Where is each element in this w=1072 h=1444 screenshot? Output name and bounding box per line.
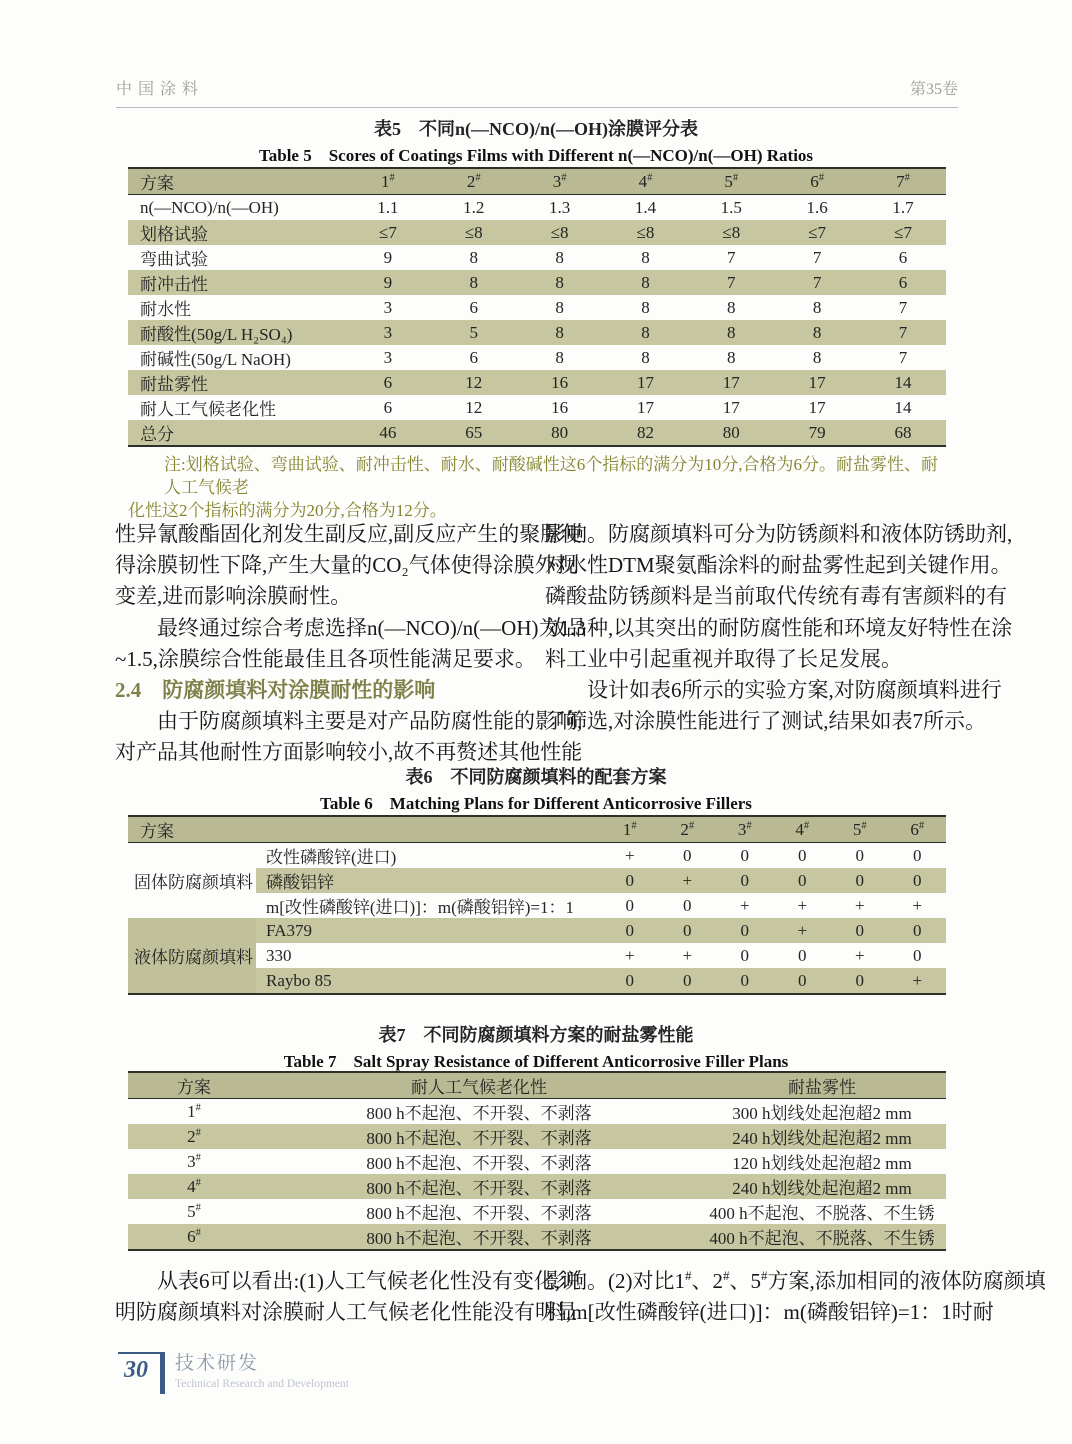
text-line: 变差,进而影响涂膜耐性。: [115, 584, 352, 609]
table6-value: +: [739, 895, 750, 915]
table6-value: 0: [855, 845, 864, 865]
table5-title-cn: 表5 不同n(—NCO)/n(—OH)涂膜评分表: [374, 119, 698, 139]
table5-value: 12: [465, 372, 483, 392]
table5-value: 1.4: [634, 197, 657, 217]
table7-title-cn: 表7 不同防腐颜填料方案的耐盐雾性能: [378, 1025, 694, 1045]
table6-value: 0: [774, 968, 832, 994]
table5-col-header: 4#: [638, 171, 653, 191]
table5-value: 1.3: [548, 197, 571, 217]
footer-section-en: Technical Research and Development: [175, 1378, 349, 1390]
table5-value: 8: [555, 247, 564, 267]
table5-value: 7: [812, 247, 822, 267]
table-row: [128, 245, 946, 270]
table5-row-label: 弯曲试验: [140, 250, 208, 269]
table5-value: 6: [898, 247, 908, 267]
text-line: 得涂膜韧性下降,产生大量的CO₂气体使得涂膜外观: [115, 553, 577, 578]
page-number-box: [118, 1352, 160, 1384]
text-line: 由于防腐颜填料主要是对产品防腐性能的影响,: [157, 709, 583, 734]
table7-plan: 2#: [187, 1126, 201, 1146]
table7-col-header: 耐人工气候老化性: [411, 1078, 547, 1097]
table5-title-en: Table 5 Scores of Coatings Films with Different n(—NCO)/n(—OH) Ratios: [258, 146, 814, 165]
table6-value: 0: [716, 868, 774, 893]
table5-value: 1.2: [463, 197, 485, 217]
table7-title-en: Table 7 Salt Spray Resistance of Different Anticorrosive Filler Plans: [283, 1052, 789, 1071]
table5-value: 17: [722, 397, 740, 417]
table7-plan: 5#: [187, 1201, 201, 1221]
table6-value: +: [854, 895, 865, 915]
table7-aging-result: 800 h不起泡、不开裂、不剥落: [366, 1129, 592, 1148]
table5-value: ≤8: [636, 222, 655, 242]
table7-caption: [0, 1026, 1072, 1070]
table7-col-header: 方案: [177, 1078, 211, 1097]
table6-value: 0: [798, 945, 807, 965]
table5-header-row: [128, 168, 946, 195]
table5-value: ≤7: [894, 222, 912, 242]
table6-value: 0: [683, 895, 692, 915]
footer-section-labels: [165, 1352, 349, 1391]
table5-value: ≤8: [464, 222, 483, 242]
table7-salt-spray: [128, 1071, 946, 1251]
table6-value: +: [624, 845, 635, 865]
table5-value: ≤8: [550, 222, 569, 242]
table7-aging-result: 800 h不起泡、不开裂、不剥落: [366, 1229, 592, 1248]
table6-filler-label: 330: [266, 945, 292, 965]
table6-value: +: [774, 918, 832, 943]
journal-name: 中国涂料: [116, 81, 205, 98]
table5-value: 1.1: [377, 197, 399, 217]
table5-row-label: 总分: [140, 425, 174, 444]
table6-group-label: 液体防腐颜填料: [128, 918, 256, 994]
table5-value: 8: [727, 322, 736, 342]
table5-row-label: n(—NCO)/n(—OH): [140, 197, 279, 217]
table5-caption: [0, 120, 1072, 164]
table5-value: 8: [812, 297, 822, 317]
table5-value: 6: [469, 297, 479, 317]
text-line: 磷酸盐防锈颜料是当前取代传统有毒有害颜料的有: [545, 584, 1007, 609]
table6-title-en: Table 6 Matching Plans for Different Anticorrosive Fillers: [320, 794, 752, 813]
table5-col-header: 6#: [810, 171, 825, 191]
table6-value: 0: [831, 868, 889, 893]
table7-aging-result: 800 h不起泡、不开裂、不剥落: [366, 1204, 592, 1223]
table7-salt-result: 400 h不起泡、不脱落、不生锈: [709, 1229, 935, 1248]
table6-col-header: 5#: [852, 819, 867, 839]
table5-row-label: 耐人工气候老化性: [140, 400, 276, 419]
table6-value: 0: [740, 945, 749, 965]
text-line: 从表6可以看出:(1)人工气候老化性没有变化,说: [157, 1269, 582, 1293]
table5-value: 9: [383, 272, 393, 292]
table-row: [128, 345, 946, 370]
page-footer: [118, 1352, 349, 1394]
text-line: 了筛选,对涂膜性能进行了测试,结果如表7所示。: [545, 709, 986, 734]
body-column-left: [115, 1266, 582, 1328]
text-line: 效品种,以其突出的耐防腐性能和环境友好特性在涂: [545, 615, 1013, 640]
table7-salt-result: 300 h划线处起泡超2 mm: [732, 1104, 912, 1123]
table6-filler-label: Raybo 85: [256, 968, 601, 994]
volume-label: 第35卷: [909, 81, 958, 98]
table5-value: 17: [636, 397, 654, 417]
table6-filler-label: 磷酸铝锌: [256, 868, 601, 893]
table5-value: 8: [555, 297, 564, 317]
table5-value: 80: [551, 422, 569, 442]
table6-value: 0: [889, 918, 947, 943]
table-row: [128, 270, 946, 295]
table5-value: 1.6: [806, 197, 828, 217]
table6-value: +: [682, 945, 693, 965]
table5-row-label: 耐盐雾性: [140, 375, 208, 394]
table5-value: 16: [551, 397, 569, 417]
table5-value: 7: [812, 272, 822, 292]
table7-aging-result: 800 h不起泡、不开裂、不剥落: [366, 1179, 592, 1198]
text-line: 料工业中引起重视并取得了长足发展。: [545, 646, 902, 671]
table5-value: 7: [898, 347, 908, 367]
table7-aging-result: 800 h不起泡、不开裂、不剥落: [366, 1104, 592, 1123]
table6-value: +: [659, 868, 717, 893]
table6-col-header: 2#: [680, 819, 695, 839]
running-head: [116, 76, 958, 108]
table5-value: 9: [383, 247, 393, 267]
table5-value: 8: [641, 297, 650, 317]
table5-value: 79: [808, 422, 826, 442]
table6-value: 0: [601, 918, 659, 943]
table-row: [128, 1174, 946, 1199]
table5-value: 8: [469, 247, 479, 267]
table5-value: ≤7: [808, 222, 827, 242]
table6-value: 0: [659, 968, 717, 994]
table-row: [128, 843, 946, 869]
table5-value: 8: [812, 322, 822, 342]
table-row: [128, 1099, 946, 1125]
table6-group-label: 固体防腐颜填料: [134, 873, 253, 892]
table6-filler-label: m[改性磷酸锌(进口)]：m(磷酸铝锌)=1：1: [266, 898, 574, 917]
table7-salt-result: 240 h划线处起泡超2 mm: [732, 1129, 912, 1148]
table-row: [128, 220, 946, 245]
table6-value: +: [854, 945, 865, 965]
table5-note: [128, 453, 946, 522]
table5-col-header: 5#: [724, 171, 739, 191]
table6-col-header: 1#: [622, 819, 637, 839]
table5-col-header: 1#: [381, 171, 395, 191]
table5-value: 8: [641, 322, 650, 342]
table-row: [128, 370, 946, 395]
table5-value: 7: [898, 297, 908, 317]
table5-value: 1.5: [720, 197, 742, 217]
text-line: 对水性DTM聚氨酯涂料的耐盐雾性起到关键作用。: [545, 553, 1012, 578]
table6-value: 0: [601, 868, 659, 893]
table7-plan: 3#: [187, 1151, 201, 1171]
table6-value: 0: [913, 945, 922, 965]
body-column-left: [115, 519, 586, 769]
table5-value: 7: [727, 247, 736, 267]
table5-value: 3: [383, 347, 393, 367]
table5-value: 8: [555, 322, 564, 342]
table7-salt-result: 240 h划线处起泡超2 mm: [732, 1179, 912, 1198]
section-heading: 2.4 防腐颜填料对涂膜耐性的影响: [115, 678, 436, 703]
table6-title-cn: 表6 不同防腐颜填料的配套方案: [405, 767, 667, 787]
table-row: [128, 1199, 946, 1224]
table6-value: 0: [601, 968, 659, 994]
table5-value: 8: [555, 347, 564, 367]
table6-value: 0: [716, 968, 774, 994]
text-line: 料,m[改性磷酸锌(进口)]：m(磷酸铝锌)=1：1时耐: [545, 1300, 994, 1325]
table5-note-line: 注:划格试验、弯曲试验、耐冲击性、耐水、耐酸碱性这6个指标的满分为10分,合格为6分。耐盐雾性、耐人工气候老: [164, 455, 938, 497]
table7-plan: 1#: [187, 1101, 201, 1121]
table5-value: 7: [727, 272, 736, 292]
table7-col-header: 耐盐雾性: [788, 1078, 856, 1097]
table7-salt-result: 400 h不起泡、不脱落、不生锈: [709, 1204, 935, 1223]
table5-value: 17: [808, 372, 826, 392]
table5-value: 8: [812, 347, 822, 367]
body-column-right: [545, 519, 1013, 737]
table5-row-label: 耐酸性(50g/L H₂SO₄): [140, 325, 293, 344]
table6-value: 0: [659, 918, 717, 943]
table5-value: 14: [894, 372, 912, 392]
table5-value: 7: [898, 322, 908, 342]
text-line: 对产品其他耐性方面影响较小,故不再赘述其他性能: [115, 740, 583, 765]
table5-value: 6: [383, 397, 393, 417]
table5-scores: [128, 167, 946, 447]
table5-value: 6: [383, 372, 393, 392]
table7-header-row: [128, 1072, 946, 1099]
table6-matching-plans: [128, 815, 946, 995]
table6-value: 0: [913, 845, 922, 865]
table5-value: 3: [383, 297, 393, 317]
table5-value: 12: [465, 397, 483, 417]
text-line: 影响。(2)对比1#、2#、5#方案,添加相同的液体防腐颜填: [545, 1268, 1046, 1293]
table6-value: +: [912, 895, 923, 915]
table6-value: 0: [831, 918, 889, 943]
table6-value: 0: [889, 868, 947, 893]
table-row: [128, 195, 946, 221]
text-line: 性异氰酸酯固化剂发生副反应,副反应产生的聚脲使: [115, 522, 583, 546]
table-row: [128, 320, 946, 345]
table5-value: 3: [383, 322, 393, 342]
table5-value: 8: [469, 272, 479, 292]
table5-col-header: 3#: [552, 171, 567, 191]
table5-value: 6: [469, 347, 479, 367]
table5-value: 46: [379, 422, 397, 442]
table5-value: 5: [469, 322, 479, 342]
table6-value: 0: [625, 895, 634, 915]
table6-value: 0: [798, 845, 807, 865]
table5-value: 17: [722, 372, 740, 392]
table6-value: +: [797, 895, 808, 915]
page-number: 30: [124, 1357, 148, 1383]
table5-col-header: 7#: [896, 171, 910, 191]
table6-value: 0: [831, 968, 889, 994]
table5-value: 65: [465, 422, 483, 442]
table6-col-header: 4#: [795, 819, 810, 839]
table6-filler-label: FA379: [256, 918, 601, 943]
table5-value: ≤8: [722, 222, 741, 242]
table-row: [128, 1124, 946, 1149]
table6-header-row: [128, 816, 946, 843]
table5-corner-header: 方案: [140, 174, 174, 193]
text-line: 影响。防腐颜填料可分为防锈颜料和液体防锈助剂,: [545, 522, 1013, 546]
table6-corner-header: 方案: [140, 822, 174, 841]
body-column-right: [545, 1266, 1046, 1328]
table5-value: 80: [722, 422, 740, 442]
table6-value: +: [889, 968, 947, 994]
table5-row-label: 划格试验: [140, 225, 208, 244]
table5-value: 17: [808, 397, 826, 417]
table5-value: 6: [898, 272, 908, 292]
table-row: [128, 420, 946, 446]
table5-value: 8: [641, 347, 650, 367]
footer-section-cn: 技术研发: [175, 1353, 260, 1374]
table5-value: 8: [641, 247, 650, 267]
text-line: 最终通过综合考虑选择n(—NCO)/n(—OH)为1.3: [157, 615, 586, 640]
table5-value: 14: [894, 397, 912, 417]
table7-salt-result: 120 h划线处起泡超2 mm: [732, 1154, 912, 1173]
table5-row-label: 耐碱性(50g/L NaOH): [140, 350, 291, 369]
table-row: [128, 1149, 946, 1174]
table5-row-label: 耐水性: [140, 300, 191, 319]
table7-aging-result: 800 h不起泡、不开裂、不剥落: [366, 1154, 592, 1173]
table6-value: 0: [683, 845, 692, 865]
table6-filler-label: 改性磷酸锌(进口): [266, 848, 397, 867]
table5-value: 8: [641, 272, 650, 292]
table5-row-label: 耐冲击性: [140, 275, 208, 294]
table5-value: 16: [551, 372, 569, 392]
table6-value: 0: [774, 868, 832, 893]
table6-value: 0: [716, 918, 774, 943]
table-row: [128, 1224, 946, 1250]
table5-value: 8: [555, 272, 564, 292]
table6-value: +: [624, 945, 635, 965]
table5-col-header: 2#: [466, 171, 481, 191]
table5-value: 82: [636, 422, 654, 442]
text-line: 明防腐颜填料对涂膜耐人工气候老化性能没有明显: [115, 1300, 577, 1325]
table5-note-line: 化性这2个指标的满分为20分,合格为12分。: [128, 501, 447, 520]
table5-value: 8: [727, 297, 736, 317]
text-line: 设计如表6所示的实验方案,对防腐颜填料进行: [587, 678, 1002, 703]
table-row: [128, 295, 946, 320]
table5-value: ≤7: [379, 222, 397, 242]
table7-plan: 4#: [187, 1176, 201, 1196]
table5-value: 17: [636, 372, 654, 392]
table6-value: 0: [740, 845, 749, 865]
table7-plan: 6#: [187, 1226, 201, 1246]
table6-col-header: 6#: [910, 819, 925, 839]
text-line: ~1.5,涂膜综合性能最佳且各项性能满足要求。: [115, 646, 536, 671]
table-row: [128, 918, 946, 943]
table-row: [128, 395, 946, 420]
table6-col-header: 3#: [737, 819, 752, 839]
table5-value: 1.7: [892, 197, 914, 217]
table5-value: 8: [727, 347, 736, 367]
table6-caption: [0, 768, 1072, 812]
table5-value: 68: [894, 422, 912, 442]
